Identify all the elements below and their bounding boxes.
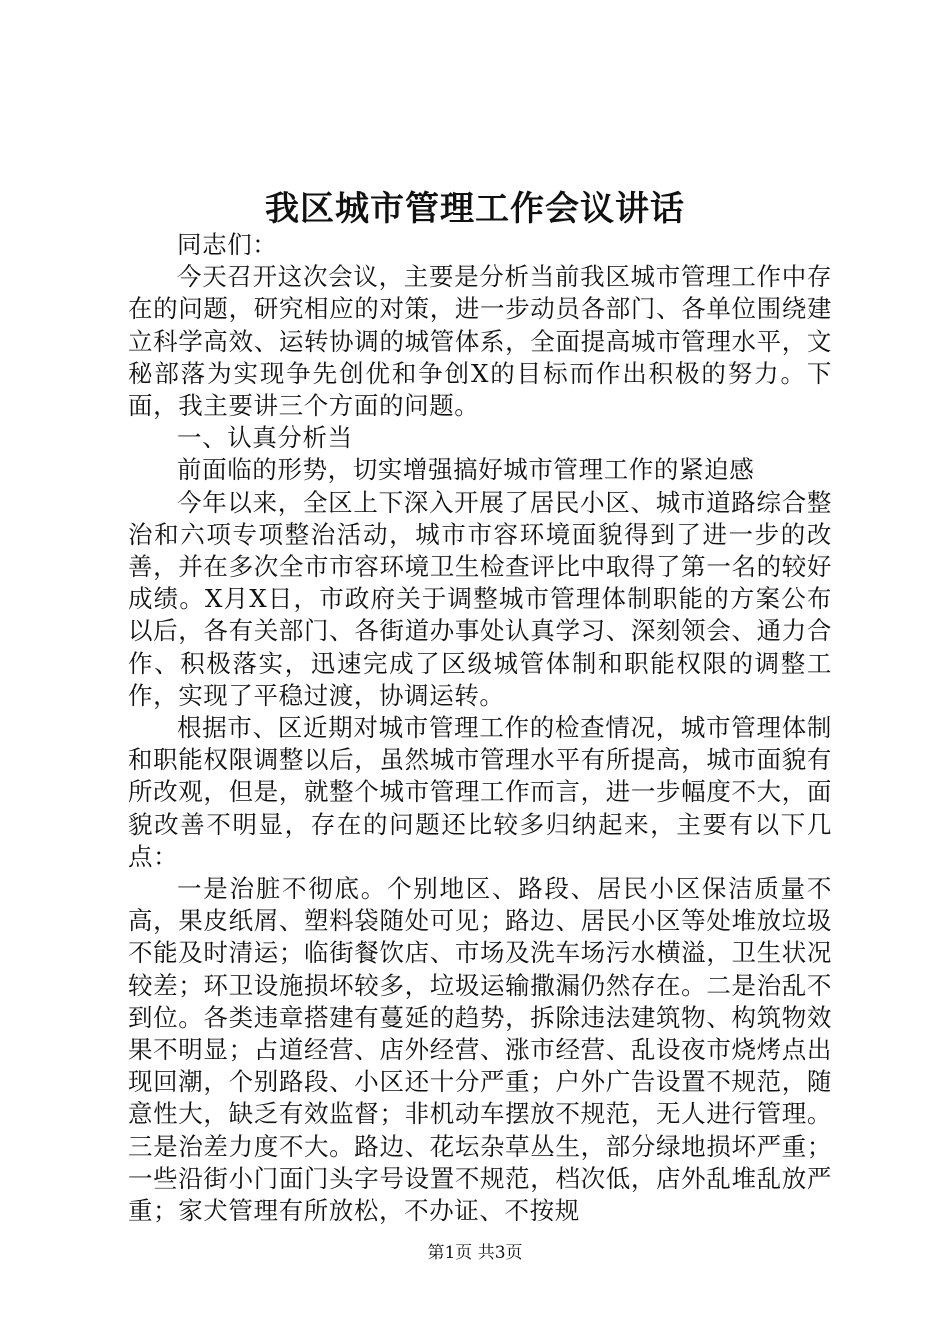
page-number-footer: 第1页 共3页 [427,1243,523,1263]
paragraph-progress: 今年以来，全区上下深入开展了居民小区、城市道路综合整治和六项专项整治活动，城市市容环境面貌得到了进一步的改善，并在多次全市市容环境卫生检查评比中取得了第一名的较好成绩。X月X日，市政府关于调整城市管理体制职能的方案公布以后，各有关部门、各街道办事处认真学习、深刻领会、通力合作、积极落实，迅速完成了区级城管体制和职能权限的调整工作，实现了平稳过渡，协调运转。 [128,487,832,710]
paragraph-intro: 今天召开这次会议，主要是分析当前我区城市管理工作中存在的问题，研究相应的对策，进一步动员各部门、各单位围绕建立科学高效、运转协调的城管体系，全面提高城市管理水平，文秘部落为实现争先创优和争创X的目标而作出积极的努力。下面，我主要讲三个方面的问题。 [128,262,832,421]
salutation: 同志们： [177,230,278,259]
section-heading-1-continued: 前面临的形势，切实增强搞好城市管理工作的紧迫感 [177,455,755,485]
paragraph-problems: 一是治脏不彻底。个别地区、路段、居民小区保洁质量不高，果皮纸屑、塑料袋随处可见；路边、居民小区等处堆放垃圾不能及时清运；临街餐饮店、市场及洗车场污水横溢，卫生状况较差；环卫设施损坏较多，垃圾运输撒漏仍然存在。二是治乱不到位。各类违章搭建有蔓延的趋势，拆除违法建筑物、构筑物效果不明显；占道经营、店外经营、涨市经营、乱设夜市烧烤点出现回潮，个别路段、小区还十分严重；户外广告设置不规范，随意性大，缺乏有效监督；非机动车摆放不规范，无人进行管理。三是治差力度不大。路边、花坛杂草丛生，部分绿地损坏严重；一些沿街小门面门头字号设置不规范，档次低，店外乱堆乱放严重；家犬管理有所放松，不办证、不按规 [128,874,832,1226]
section-heading-1: 一、认真分析当 [177,423,353,453]
paragraph-inspection: 根据市、区近期对城市管理工作的检查情况，城市管理体制和职能权限调整以后，虽然城市管理水平有所提高，城市面貌有所改观，但是，就整个城市管理工作而言，进一步幅度不大，面貌改善不明显，存在的问题还比较多归纳起来，主要有以下几点： [128,713,832,871]
document-body [128,229,832,1227]
document-title: 我区城市管理工作会议讲话 [265,189,685,229]
